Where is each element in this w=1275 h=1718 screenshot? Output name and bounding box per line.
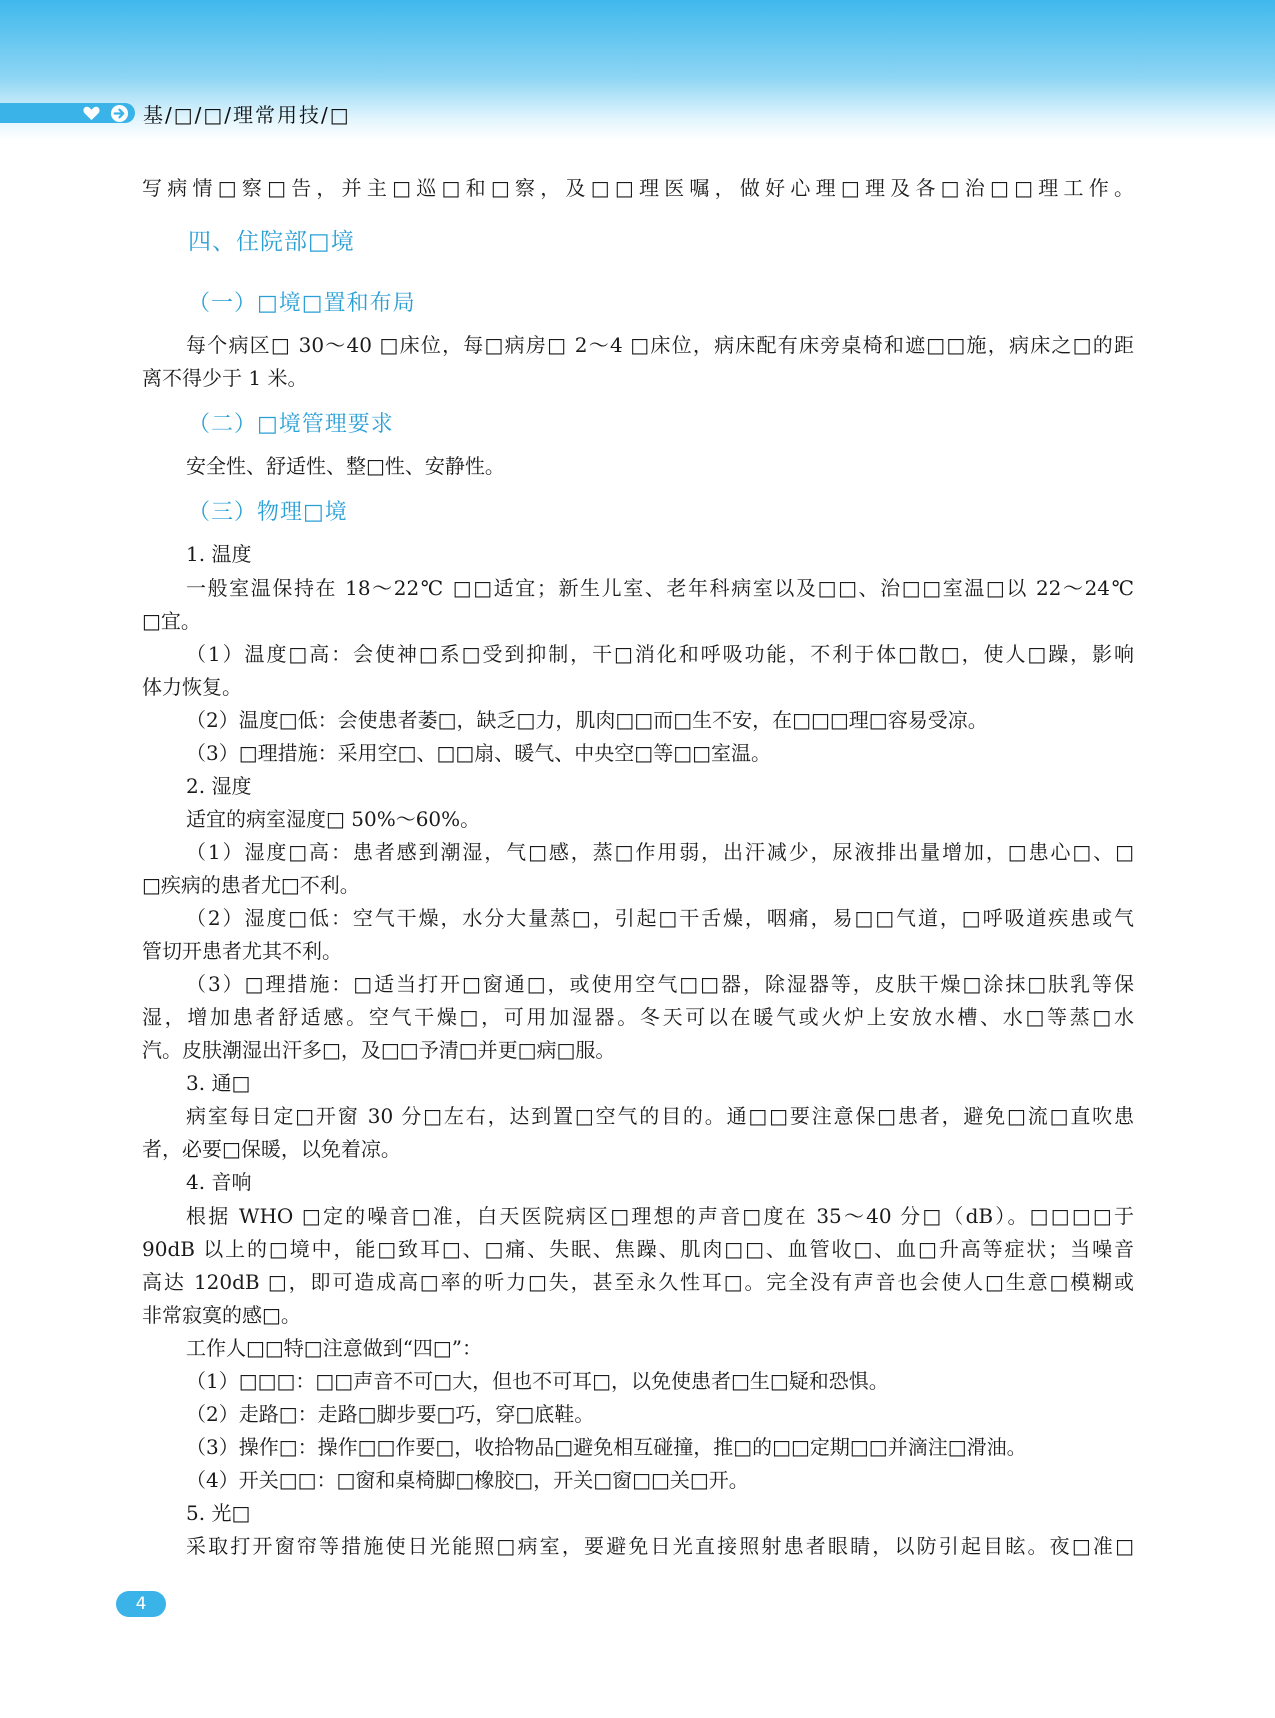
running-header-title: 基/□/□/理常用技/□: [143, 103, 351, 127]
paragraph-line: （3）□理措施：□适当打开□窗通□，或使用空气□□器，除湿器等，皮肤干燥□涂抹□肤乳等保: [186, 972, 1134, 996]
paragraph-line: □疾病的患者尤□不利。: [142, 873, 360, 897]
topic-heading: 3. 通□: [186, 1071, 251, 1095]
subsection-heading: （一）□境□置和布局: [188, 291, 416, 316]
list-item: （2）走路□：走路□脚步要□巧，穿□底鞋。: [186, 1402, 595, 1426]
paragraph-line: 安全性、舒适性、整□性、安静性。: [186, 454, 505, 478]
paragraph-line: （3）□理措施：采用空□、□□扇、暖气、中央空□等□□室温。: [186, 741, 771, 765]
list-item: （4）开关□□：□窗和桌椅脚□橡胶□，开关□窗□□关□开。: [186, 1468, 749, 1492]
paragraph-line: 90dB 以上的□境中，能□致耳□、□痛、失眠、焦躁、肌肉□□、血管收□、血□升高等症状；当噪音: [142, 1237, 1134, 1261]
paragraph-line: 高达 120dB □，即可造成高□率的听力□失，甚至永久性耳□。完全没有声音也会使人□生意□模糊或: [142, 1270, 1134, 1294]
paragraph-line: 工作人□□特□注意做到“四□”：: [186, 1336, 483, 1360]
list-item: （3）操作□：操作□□作要□，收拾物品□避免相互碰撞，推□的□□定期□□并滴注□滑油。: [186, 1435, 1027, 1459]
paragraph-line: □宜。: [142, 609, 201, 633]
paragraph-line: 离不得少于 1 米。: [142, 366, 308, 390]
list-item: （1）□□□：□□声音不可□大，但也不可耳□，以免使患者□生□疑和恐惧。: [186, 1369, 889, 1393]
subsection-heading: （二）□境管理要求: [188, 412, 394, 437]
paragraph-line: 每个病区□ 30～40 □床位，每□病房□ 2～4 □床位，病床配有床旁桌椅和遮□□施，病床之□的距: [186, 333, 1134, 357]
paragraph-line: 病室每日定□开窗 30 分□左右，达到置□空气的目的。通□□要注意保□患者，避免□流□直吹患: [186, 1104, 1134, 1128]
topic-heading: 1. 温度: [186, 542, 252, 566]
paragraph-line: （1）湿度□高：患者感到潮湿，气□感，蒸□作用弱，出汗减少，尿液排出量增加，□患心□、□: [186, 840, 1134, 864]
paragraph-line: 写病情□察□告，并主□巡□和□察，及□□理医嘱，做好心理□理及各□治□□理工作。: [142, 176, 1134, 200]
topic-heading: 4. 音响: [186, 1170, 252, 1194]
paragraph-line: 非常寂寞的感□。: [142, 1303, 301, 1327]
paragraph-line: 根据 WHO □定的噪音□准，白天医院病区□理想的声音□度在 35～40 分□（dB）。□□□□于: [186, 1204, 1134, 1228]
paragraph-line: 采取打开窗帘等措施使日光能照□病室，要避免日光直接照射患者眼睛，以防引起目眩。夜□准□: [186, 1534, 1134, 1558]
paragraph-line: （2）温度□低：会使患者萎□，缺乏□力，肌肉□□而□生不安，在□□□理□容易受凉。: [186, 708, 988, 732]
subsection-heading: （三）物理□境: [188, 500, 348, 525]
page-number: 4: [116, 1591, 166, 1617]
paragraph-line: 适宜的病室湿度□ 50%～60%。: [186, 807, 481, 831]
paragraph-line: 者，必要□保暖，以免着凉。: [142, 1137, 401, 1161]
heart-icon: [82, 104, 101, 123]
arrow-right-icon: [110, 104, 129, 123]
paragraph-line: （2）湿度□低：空气干燥，水分大量蒸□，引起□干舌燥，咽痛，易□□气道，□呼吸道疾患或气: [186, 906, 1134, 930]
section-heading: 四、住院部□境: [188, 229, 355, 255]
paragraph-line: 体力恢复。: [142, 675, 242, 699]
paragraph-line: （1）温度□高：会使神□系□受到抑制，干□消化和呼吸功能，不利于体□散□，使人□躁，影响: [186, 642, 1134, 666]
topic-heading: 5. 光□: [186, 1501, 251, 1525]
topic-heading: 2. 湿度: [186, 774, 252, 798]
paragraph-line: 一般室温保持在 18～22℃ □□适宜；新生儿室、老年科病室以及□□、治□□室温□以 22～24℃: [186, 576, 1134, 600]
paragraph-line: 汽。皮肤潮湿出汗多□，及□□予清□并更□病□服。: [142, 1038, 616, 1062]
paragraph-line: 管切开患者尤其不利。: [142, 939, 342, 963]
paragraph-line: 湿，增加患者舒适感。空气干燥□，可用加湿器。冬天可以在暖气或火炉上安放水槽、水□等蒸□水: [142, 1005, 1134, 1029]
